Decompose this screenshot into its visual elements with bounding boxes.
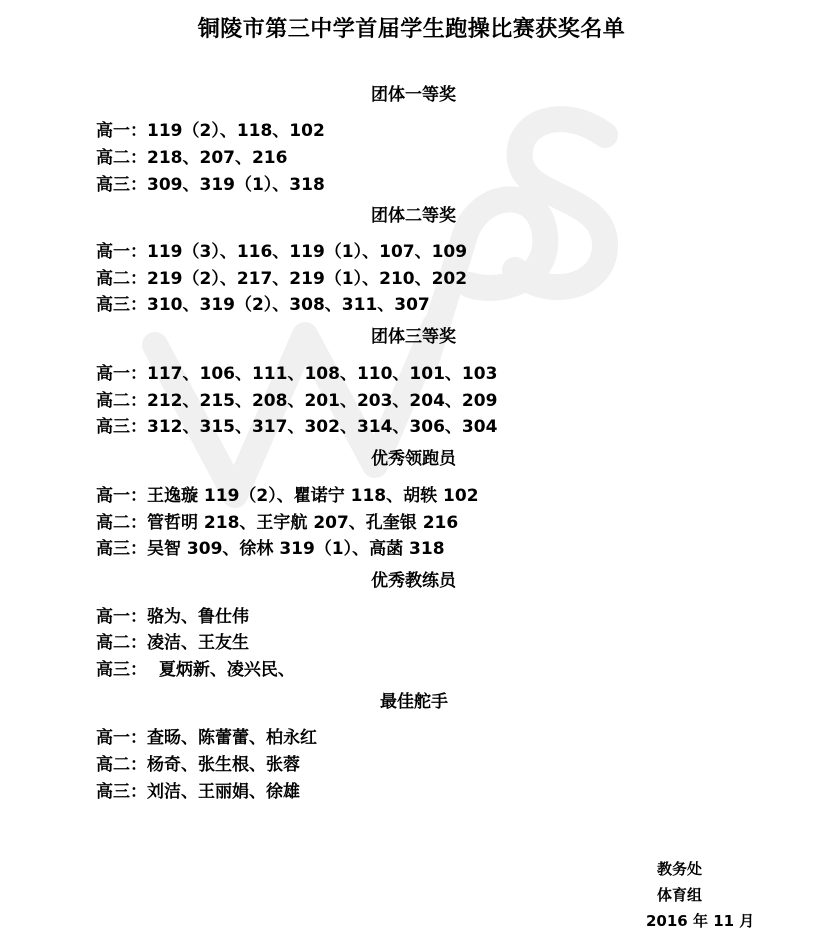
list-item [96, 386, 497, 411]
grade-label: 高一： [96, 607, 147, 627]
section-heading-team-second-prize: 团体二等奖 [371, 206, 456, 226]
signature-group: 体育组 [657, 886, 703, 904]
grade-label: 高三： [96, 417, 147, 437]
award-value: 218、207、216 [147, 148, 288, 168]
award-value: 119（3）、116、119（1）、107、109 [147, 242, 468, 262]
list-item [96, 534, 445, 559]
award-value: 吴智 309、徐林 319（1）、高菡 318 [147, 539, 445, 559]
grade-label: 高一： [96, 364, 147, 384]
section-heading-excellent-coach: 优秀教练员 [371, 571, 456, 591]
list-item [96, 655, 295, 680]
grade-label: 高三： [96, 539, 147, 559]
list-item [96, 237, 467, 262]
signature-office: 教务处 [657, 860, 703, 878]
grade-label: 高二： [96, 391, 147, 411]
award-value: 王逸璇 119（2）、瞿诺宁 118、胡轶 102 [147, 486, 479, 506]
grade-label: 高一： [96, 486, 147, 506]
list-item [96, 170, 325, 195]
grade-label: 高三： [96, 660, 147, 680]
award-value: 119（2）、118、102 [147, 121, 325, 141]
award-value: 212、215、208、201、203、204、209 [147, 391, 498, 411]
list-item [96, 508, 458, 533]
grade-label: 高一： [96, 121, 147, 141]
section-heading-excellent-pacer: 优秀领跑员 [371, 449, 456, 469]
list-item [96, 116, 325, 141]
list-item [96, 143, 287, 168]
list-item [96, 264, 467, 289]
award-value: 117、106、111、108、110、101、103 [147, 364, 498, 384]
page-title: 铜陵市第三中学首届学生跑操比赛获奖名单 [197, 17, 626, 42]
award-value: 骆为、鲁仕伟 [147, 607, 249, 627]
list-item [96, 412, 497, 437]
award-value: 凌洁、王友生 [147, 633, 249, 653]
grade-label: 高一： [96, 728, 147, 748]
grade-label: 高二： [96, 269, 147, 289]
award-value: 管哲明 218、王宇航 207、孔奎银 216 [147, 513, 459, 533]
list-item [96, 723, 317, 748]
section-heading-best-helmsman: 最佳舵手 [380, 692, 448, 712]
list-item [96, 359, 497, 384]
award-value: 312、315、317、302、314、306、304 [147, 417, 498, 437]
grade-label: 高二： [96, 633, 147, 653]
award-value: 309、319（1）、318 [147, 175, 325, 195]
list-item [96, 628, 249, 653]
award-value: 杨奇、张生根、张蓉 [147, 755, 300, 775]
award-value: 219（2）、217、219（1）、210、202 [147, 269, 468, 289]
section-heading-team-first-prize: 团体一等奖 [371, 85, 456, 105]
award-value: 查旸、陈蕾蕾、柏永红 [147, 728, 317, 748]
grade-label: 高二： [96, 755, 147, 775]
section-heading-team-third-prize: 团体三等奖 [371, 327, 456, 347]
list-item [96, 750, 300, 775]
grade-label: 高三： [96, 782, 147, 802]
list-item [96, 481, 479, 506]
grade-label: 高一： [96, 242, 147, 262]
list-item [96, 602, 249, 627]
award-value: 310、319（2）、308、311、307 [147, 295, 430, 315]
grade-label: 高三： [96, 295, 147, 315]
award-value: 刘洁、王丽娟、徐雄 [147, 782, 300, 802]
grade-label: 高三： [96, 175, 147, 195]
list-item [96, 777, 300, 802]
award-value: 夏炳新、凌兴民、 [147, 660, 295, 680]
grade-label: 高二： [96, 513, 147, 533]
list-item [96, 290, 430, 315]
grade-label: 高二： [96, 148, 147, 168]
signature-date: 2016 年 11 月 [646, 912, 755, 930]
